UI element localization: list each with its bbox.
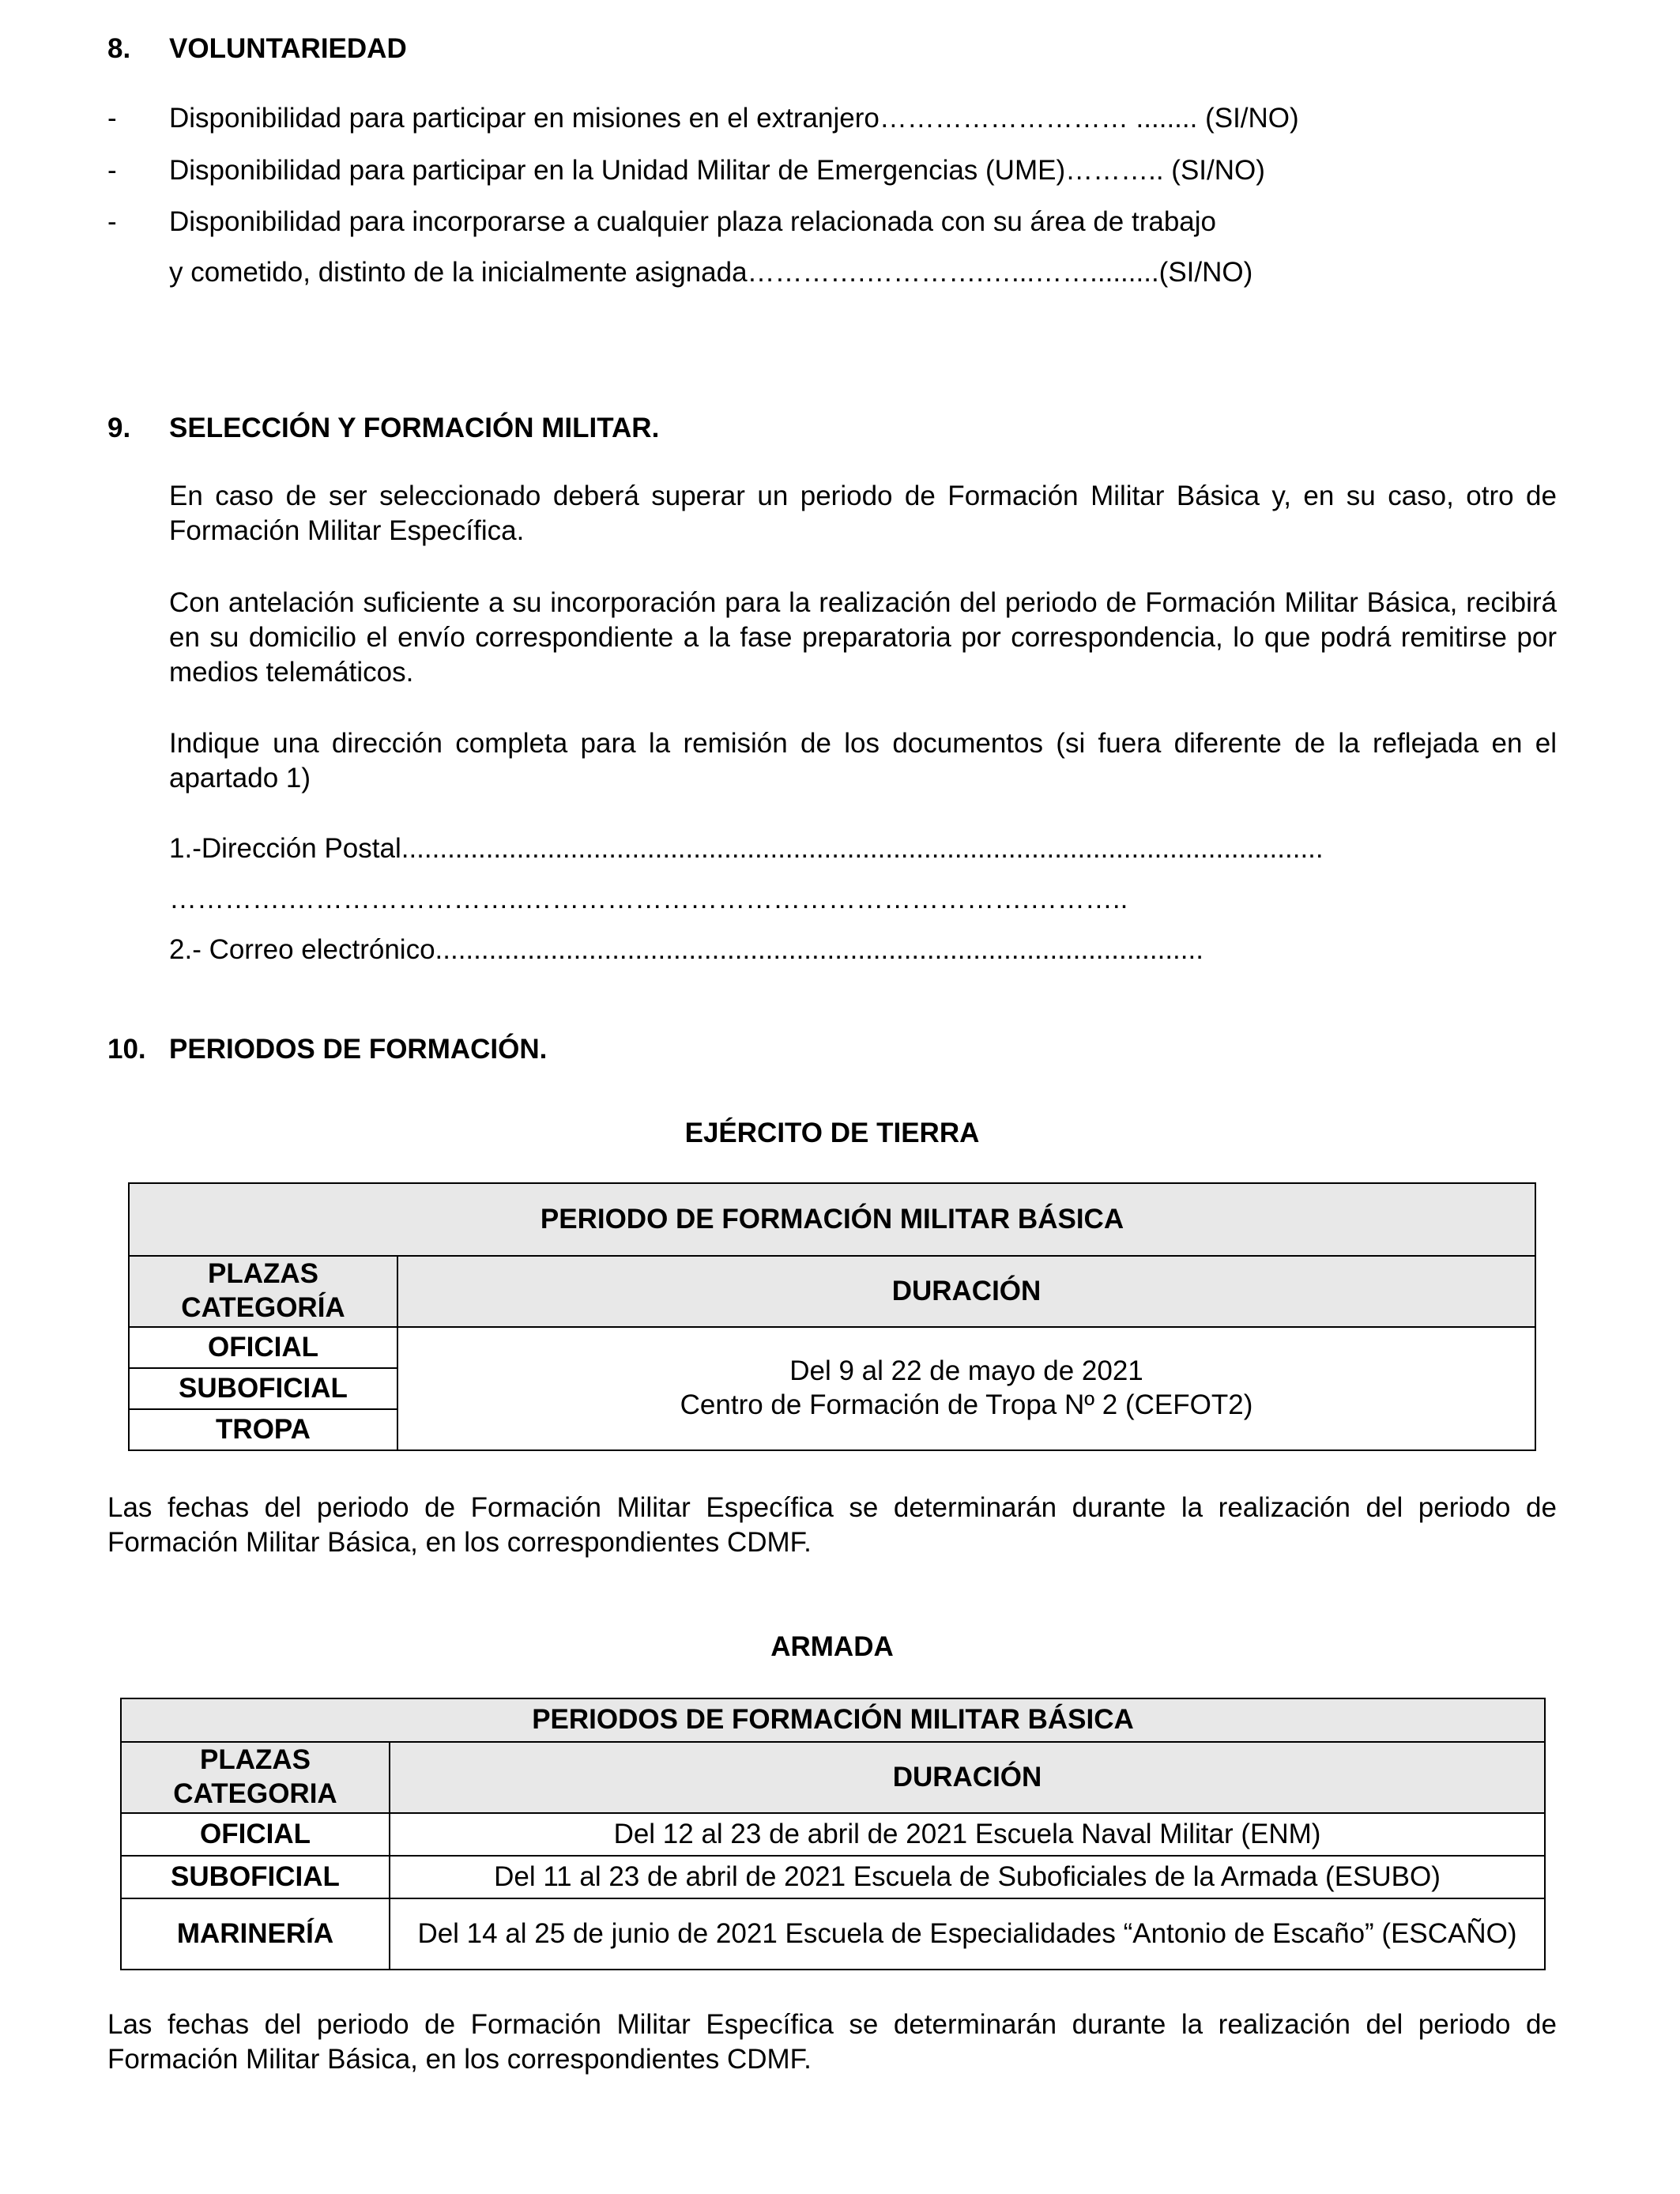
section-10-number: 10. (107, 1034, 146, 1065)
armada-table-title: PERIODOS DE FORMACIÓN MILITAR BÁSICA (121, 1698, 1545, 1742)
ejercito-row-oficial: OFICIAL (129, 1327, 397, 1368)
armada-note: Las fechas del periodo de Formación Militar Específica se determinarán durante la realización del periodo de Formación Militar Básica, en los correspondientes CDMF. (107, 2009, 1557, 2075)
ejercito-table-title: PERIODO DE FORMACIÓN MILITAR BÁSICA (129, 1183, 1535, 1256)
voluntary-item-other-post-continuation: y cometido, distinto de la inicialmente asignada………….………….…...…….........(SI/NO) (169, 257, 1253, 288)
armada-row-suboficial: SUBOFICIAL (121, 1856, 390, 1898)
table-row (121, 1898, 1545, 1970)
voluntary-item-ume: Disponibilidad para participar en la Unidad Militar de Emergencias (UME)……….. (SI/NO) (169, 155, 1265, 186)
bullet: - (107, 206, 117, 237)
ejercito-training-table (128, 1182, 1536, 1451)
ejercito-note: Las fechas del periodo de Formación Militar Específica se determinarán durante la realización del periodo de Formación Militar Básica, en los correspondientes CDMF. (107, 1492, 1557, 1558)
ejercito-duration-dates: Del 9 al 22 de mayo de 2021 (789, 1355, 1143, 1387)
section-9-paragraph-3: Indique una dirección completa para la remisión de los documentos (si fuera diferente de la reflejada en el apartado 1) (169, 728, 1557, 794)
armada-training-table (120, 1698, 1546, 1970)
ejercito-col-category: PLAZAS CATEGORÍA (129, 1256, 397, 1327)
section-8-number: 8. (107, 33, 131, 64)
ejercito-col-duration: DURACIÓN (397, 1256, 1535, 1327)
ejercito-row-tropa: TROPA (129, 1409, 397, 1450)
bullet: - (107, 155, 117, 186)
voluntary-item-other-post: Disponibilidad para incorporarse a cualquier plaza relacionada con su área de trabajo (169, 206, 1216, 237)
section-10-title: PERIODOS DE FORMACIÓN. (169, 1034, 548, 1065)
armada-duration-oficial: Del 12 al 23 de abril de 2021 Escuela Naval Militar (ENM) (390, 1813, 1545, 1856)
table-row (121, 1813, 1545, 1856)
armada-duration-marineria: Del 14 al 25 de junio de 2021 Escuela de Especialidades “Antonio de Escaño” (ESCAÑO) (390, 1898, 1545, 1970)
ejercito-duration-cell (397, 1327, 1535, 1450)
table-row (121, 1856, 1545, 1898)
armada-duration-suboficial: Del 11 al 23 de abril de 2021 Escuela de Suboficiales de la Armada (ESUBO) (390, 1856, 1545, 1898)
ejercito-duration-center: Centro de Formación de Tropa Nº 2 (CEFOT2) (680, 1389, 1253, 1420)
voluntary-item-abroad: Disponibilidad para participar en misiones en el extranjero……………………… ........ (SI/NO) (169, 103, 1299, 134)
postal-address-line: 1.-Dirección Postal........................................................................................................................ (169, 833, 1324, 864)
armada-col-category: PLAZAS CATEGORIA (121, 1742, 390, 1813)
postal-address-line-2: ………….……………………..……………………………………………….……….. (169, 884, 1128, 914)
bullet: - (107, 103, 117, 134)
section-9-paragraph-2: Con antelación suficiente a su incorporación para la realización del periodo de Formación Militar Básica, recibirá en su domicilio el envío correspondiente a la fase preparatoria por correspondencia, lo que podrá remitirse por medios telemáticos. (169, 587, 1557, 688)
section-9-title: SELECCIÓN Y FORMACIÓN MILITAR. (169, 413, 660, 443)
armada-row-oficial: OFICIAL (121, 1813, 390, 1856)
armada-row-marineria: MARINERÍA (121, 1898, 390, 1970)
section-9-number: 9. (107, 413, 131, 443)
section-8-title: VOLUNTARIEDAD (169, 33, 407, 64)
ejercito-row-suboficial: SUBOFICIAL (129, 1368, 397, 1409)
email-line: 2.- Correo electrónico.................................................................................................... (169, 934, 1203, 965)
section-9-paragraph-1: En caso de ser seleccionado deberá superar un periodo de Formación Militar Básica y, en su caso, otro de Formación Militar Específica. (169, 481, 1557, 546)
armada-heading: ARMADA (770, 1631, 894, 1662)
ejercito-heading: EJÉRCITO DE TIERRA (684, 1118, 980, 1148)
armada-col-duration: DURACIÓN (390, 1742, 1545, 1813)
